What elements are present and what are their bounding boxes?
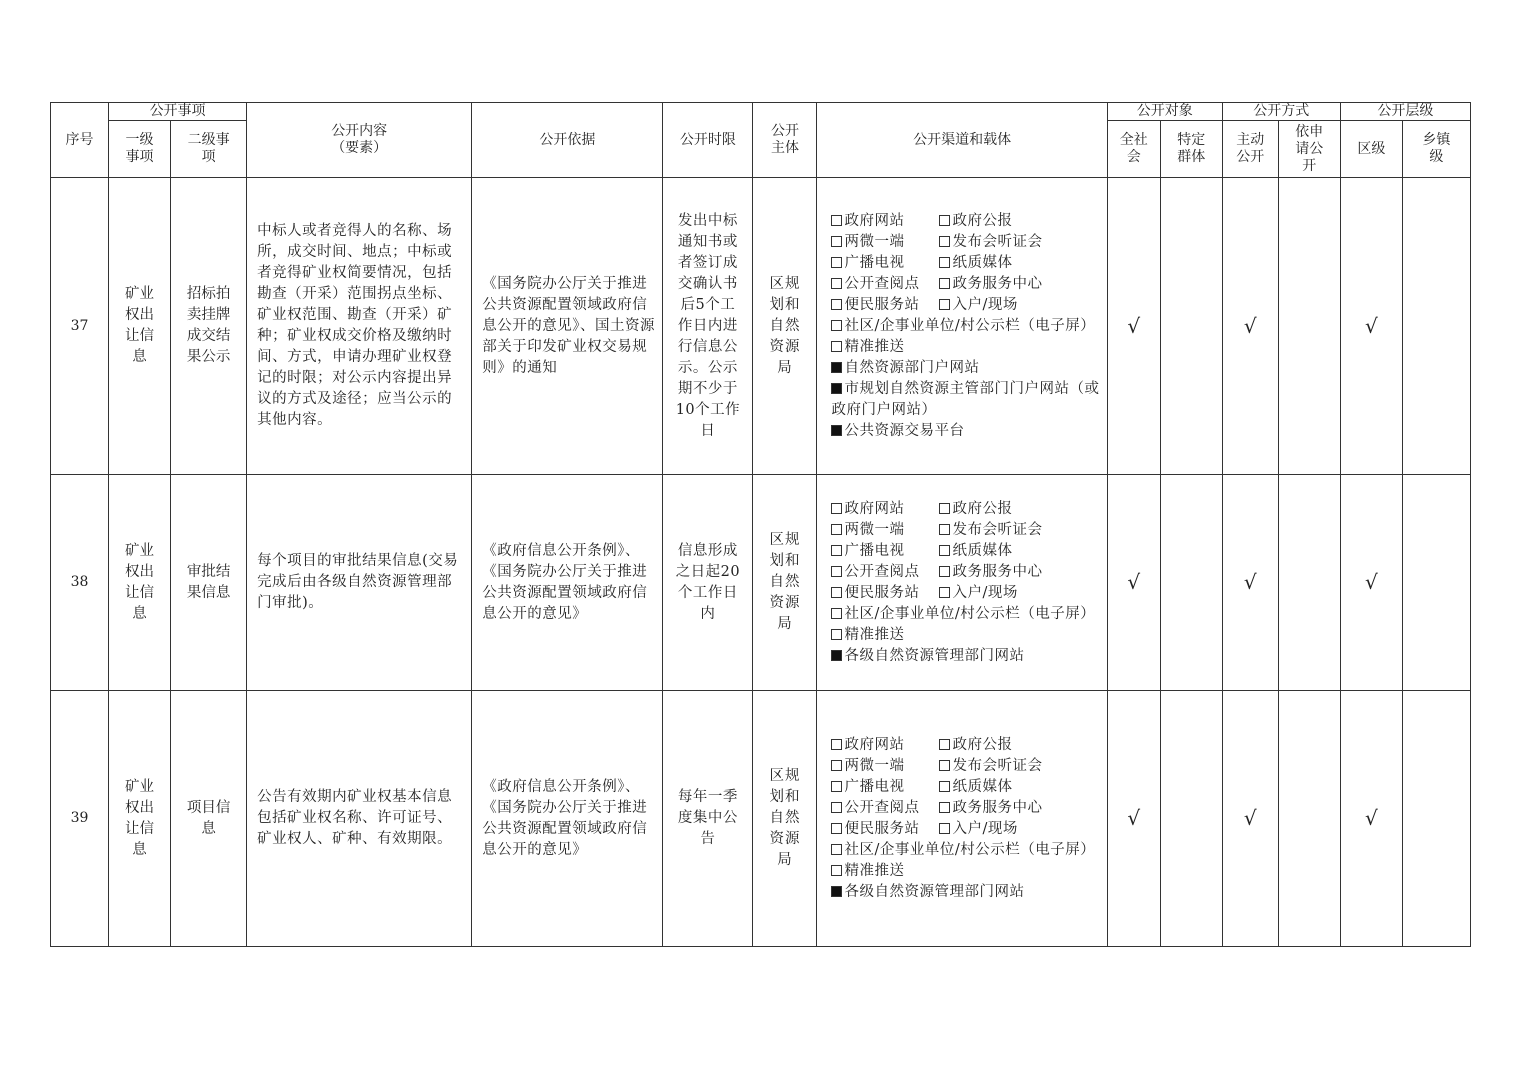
row-subject: 区规划和自然资源局 <box>753 691 817 947</box>
channel-option <box>939 541 1012 562</box>
channel-label: 公共资源交易平台 <box>844 422 965 439</box>
channel-option <box>939 253 1012 274</box>
row-level2: 项目信息 <box>171 691 247 947</box>
channel-option <box>831 541 939 562</box>
row-level1: 矿业权出让信息 <box>109 691 171 947</box>
channel-option <box>939 562 1042 583</box>
channel-option <box>939 798 1042 819</box>
header-target-specific: 特定群体 <box>1160 121 1222 178</box>
row-basis: 《政府信息公开条例》、《国务院办公厅关于推进公共资源配置领域政府信息公开的意见》 <box>472 691 663 947</box>
channel-option <box>939 735 1012 756</box>
header-method: 公开方式 <box>1222 103 1340 121</box>
channel-option <box>831 211 939 232</box>
unchecked-box-icon <box>831 566 842 577</box>
row-target-specific <box>1160 178 1222 475</box>
header-content-line1: 公开内容 <box>331 123 388 139</box>
unchecked-box-icon <box>831 278 842 289</box>
channel-line <box>831 798 1100 819</box>
unchecked-box-icon <box>939 503 950 514</box>
channel-label: 政府网站 <box>844 212 905 229</box>
channel-line <box>831 358 1100 379</box>
checked-box-icon <box>831 362 842 373</box>
channel-label: 精准推送 <box>844 862 905 879</box>
channel-label: 政府网站 <box>844 500 905 517</box>
row-method-active <box>1222 691 1278 947</box>
channel-line <box>831 625 1100 646</box>
channel-line <box>831 232 1100 253</box>
channel-label: 各级自然资源管理部门网站 <box>844 883 1025 900</box>
unchecked-box-icon <box>831 545 842 556</box>
header-level1: 一级事项 <box>109 121 171 178</box>
channel-option <box>939 819 1017 840</box>
unchecked-box-icon <box>939 215 950 226</box>
unchecked-box-icon <box>831 341 842 352</box>
channel-label: 广播电视 <box>844 254 905 271</box>
row-method-request <box>1278 178 1340 475</box>
unchecked-box-icon <box>939 802 950 813</box>
channel-option <box>939 211 1012 232</box>
header-level2: 二级事项 <box>171 121 247 178</box>
channel-line <box>831 777 1100 798</box>
unchecked-box-icon <box>831 781 842 792</box>
header-method-active: 主动公开 <box>1222 121 1278 178</box>
row-level1: 矿业权出让信息 <box>109 475 171 691</box>
row-seq: 37 <box>51 178 109 475</box>
table-row <box>51 691 1471 947</box>
check-mark-icon: √ <box>1364 313 1378 338</box>
row-level1: 矿业权出让信息 <box>109 178 171 475</box>
table-row <box>51 475 1471 691</box>
unchecked-box-icon <box>831 844 842 855</box>
channel-label: 纸质媒体 <box>952 778 1013 795</box>
channel-line <box>831 819 1100 840</box>
row-content: 公告有效期内矿业权基本信息包括矿业权名称、许可证号、矿业权人、矿种、有效期限。 <box>247 691 472 947</box>
row-level2: 审批结果信息 <box>171 475 247 691</box>
checked-box-icon <box>831 650 842 661</box>
row-target-all <box>1107 178 1160 475</box>
row-content: 每个项目的审批结果信息(交易完成后由各级自然资源管理部门审批)。 <box>247 475 472 691</box>
header-seq: 序号 <box>51 103 109 178</box>
row-level-district <box>1340 475 1402 691</box>
row-method-request <box>1278 475 1340 691</box>
channel-line <box>831 756 1100 777</box>
channel-line <box>831 274 1100 295</box>
header-content-line2: （要素） <box>331 140 388 156</box>
check-mark-icon: √ <box>1127 570 1141 594</box>
channel-line <box>831 337 1100 358</box>
channel-line <box>831 735 1100 756</box>
row-channels <box>817 475 1107 691</box>
row-target-specific <box>1160 691 1222 947</box>
row-basis: 《政府信息公开条例》、《国务院办公厅关于推进公共资源配置领域政府信息公开的意见》 <box>472 475 663 691</box>
row-method-active <box>1222 475 1278 691</box>
channel-label: 广播电视 <box>844 542 905 559</box>
header-level: 公开层级 <box>1340 103 1470 121</box>
check-mark-icon: √ <box>1127 313 1141 338</box>
channel-line <box>831 604 1100 625</box>
unchecked-box-icon <box>939 545 950 556</box>
row-content: 中标人或者竞得人的名称、场所，成交时间、地点；中标或者竞得矿业权简要情况，包括勘查（开采）范围拐点坐标、矿业权范围、勘查（开采）矿种；矿业权成交价格及缴纳时间、方式，申请办理矿业权登记的时限；对公示内容提出异议的方式及途径；应当公示的其他内容。 <box>247 178 472 475</box>
table-row <box>51 178 1471 475</box>
row-seq: 38 <box>51 475 109 691</box>
row-target-specific <box>1160 475 1222 691</box>
channel-label: 各级自然资源管理部门网站 <box>844 647 1025 664</box>
row-level-district <box>1340 178 1402 475</box>
unchecked-box-icon <box>939 781 950 792</box>
check-mark-icon: √ <box>1243 570 1257 594</box>
channel-option <box>831 756 939 777</box>
channel-line <box>831 295 1100 316</box>
channel-label: 市规划自然资源主管部门门户网站（或政府门户网站） <box>831 380 1100 418</box>
unchecked-box-icon <box>831 629 842 640</box>
channel-label: 公开查阅点 <box>844 563 920 580</box>
channel-label: 公开查阅点 <box>844 275 920 292</box>
channel-label: 精准推送 <box>844 626 905 643</box>
channel-option <box>939 499 1012 520</box>
channel-label: 入户/现场 <box>952 296 1018 313</box>
header-level-district: 区级 <box>1340 121 1402 178</box>
header-target-all: 全社会 <box>1107 121 1160 178</box>
channel-label: 精准推送 <box>844 338 905 355</box>
channel-option <box>939 232 1042 253</box>
channel-line <box>831 379 1100 421</box>
row-subject: 区规划和自然资源局 <box>753 178 817 475</box>
channel-line <box>831 499 1100 520</box>
channel-option <box>939 756 1042 777</box>
unchecked-box-icon <box>831 865 842 876</box>
channel-option <box>831 253 939 274</box>
channel-label: 便民服务站 <box>844 296 920 313</box>
channel-label: 政府公报 <box>952 212 1013 229</box>
unchecked-box-icon <box>939 278 950 289</box>
channel-label: 政务服务中心 <box>952 275 1043 292</box>
channel-option <box>831 735 939 756</box>
check-mark-icon: √ <box>1243 806 1257 830</box>
unchecked-box-icon <box>939 760 950 771</box>
channel-line <box>831 541 1100 562</box>
channel-line <box>831 211 1100 232</box>
channel-label: 公开查阅点 <box>844 799 920 816</box>
channel-label: 便民服务站 <box>844 584 920 601</box>
channel-option <box>831 798 939 819</box>
row-method-request <box>1278 691 1340 947</box>
disclosure-table <box>50 102 1471 947</box>
check-mark-icon: √ <box>1364 806 1378 830</box>
channel-label: 发布会听证会 <box>952 521 1043 538</box>
unchecked-box-icon <box>831 760 842 771</box>
header-content <box>247 103 472 178</box>
channel-label: 政务服务中心 <box>952 799 1043 816</box>
channel-label: 政务服务中心 <box>952 563 1043 580</box>
row-level2: 招标拍卖挂牌成交结果公示 <box>171 178 247 475</box>
check-mark-icon: √ <box>1127 806 1141 830</box>
channel-label: 纸质媒体 <box>952 542 1013 559</box>
header-row-top <box>51 103 1471 121</box>
channel-option <box>831 232 939 253</box>
unchecked-box-icon <box>939 739 950 750</box>
row-channels <box>817 178 1107 475</box>
header-level-township: 乡镇级 <box>1402 121 1470 178</box>
check-mark-icon: √ <box>1364 570 1378 594</box>
channel-line <box>831 840 1100 861</box>
channel-label: 入户/现场 <box>952 820 1018 837</box>
unchecked-box-icon <box>831 802 842 813</box>
unchecked-box-icon <box>939 257 950 268</box>
unchecked-box-icon <box>831 608 842 619</box>
channel-line <box>831 861 1100 882</box>
table-body <box>51 178 1471 947</box>
unchecked-box-icon <box>831 739 842 750</box>
channel-label: 发布会听证会 <box>952 757 1043 774</box>
channel-option <box>831 819 939 840</box>
row-time-limit: 发出中标通知书或者签订成交确认书后5个工作日内进行信息公示。公示期不少于10个工作日 <box>663 178 753 475</box>
row-level-township <box>1402 691 1470 947</box>
checked-box-icon <box>831 383 842 394</box>
channel-line <box>831 421 1100 442</box>
unchecked-box-icon <box>831 823 842 834</box>
channel-label: 社区/企事业单位/村公示栏（电子屏） <box>844 317 1096 334</box>
checked-box-icon <box>831 425 842 436</box>
channel-label: 政府公报 <box>952 500 1013 517</box>
channel-option <box>831 499 939 520</box>
channel-label: 社区/企事业单位/村公示栏（电子屏） <box>844 605 1096 622</box>
checked-box-icon <box>831 886 842 897</box>
channel-label: 纸质媒体 <box>952 254 1013 271</box>
channel-option <box>831 583 939 604</box>
channel-label: 两微一端 <box>844 521 905 538</box>
unchecked-box-icon <box>939 823 950 834</box>
channel-line <box>831 253 1100 274</box>
channel-label: 社区/企事业单位/村公示栏（电子屏） <box>844 841 1096 858</box>
channel-label: 政府网站 <box>844 736 905 753</box>
header-method-request: 依申请公开 <box>1278 121 1340 178</box>
channel-option <box>939 295 1017 316</box>
unchecked-box-icon <box>939 236 950 247</box>
row-level-township <box>1402 475 1470 691</box>
channel-option <box>831 274 939 295</box>
row-basis: 《国务院办公厅关于推进公共资源配置领域政府信息公开的意见》、国土资源部关于印发矿业权交易规则》的通知 <box>472 178 663 475</box>
channel-label: 入户/现场 <box>952 584 1018 601</box>
unchecked-box-icon <box>831 587 842 598</box>
row-time-limit: 每年一季度集中公告 <box>663 691 753 947</box>
channel-label: 两微一端 <box>844 757 905 774</box>
header-time-limit: 公开时限 <box>663 103 753 178</box>
channel-line <box>831 562 1100 583</box>
row-channels <box>817 691 1107 947</box>
unchecked-box-icon <box>831 524 842 535</box>
unchecked-box-icon <box>831 215 842 226</box>
channel-label: 政府公报 <box>952 736 1013 753</box>
channel-label: 发布会听证会 <box>952 233 1043 250</box>
channel-line <box>831 520 1100 541</box>
channel-option <box>939 777 1012 798</box>
channel-option <box>831 562 939 583</box>
header-target: 公开对象 <box>1107 103 1222 121</box>
row-target-all <box>1107 475 1160 691</box>
unchecked-box-icon <box>831 320 842 331</box>
row-time-limit: 信息形成之日起20个工作日内 <box>663 475 753 691</box>
unchecked-box-icon <box>939 524 950 535</box>
row-level-district <box>1340 691 1402 947</box>
header-public-item: 公开事项 <box>109 103 247 121</box>
row-method-active <box>1222 178 1278 475</box>
unchecked-box-icon <box>831 257 842 268</box>
channel-label: 两微一端 <box>844 233 905 250</box>
channel-option <box>939 520 1042 541</box>
unchecked-box-icon <box>831 503 842 514</box>
row-seq: 39 <box>51 691 109 947</box>
channel-option <box>831 295 939 316</box>
header-basis: 公开依据 <box>472 103 663 178</box>
unchecked-box-icon <box>831 299 842 310</box>
header-subject: 公开主体 <box>753 103 817 178</box>
channel-label: 广播电视 <box>844 778 905 795</box>
header-channels: 公开渠道和载体 <box>817 103 1107 178</box>
unchecked-box-icon <box>939 299 950 310</box>
channel-line <box>831 316 1100 337</box>
channel-option <box>939 583 1017 604</box>
row-target-all <box>1107 691 1160 947</box>
channel-option <box>831 520 939 541</box>
channel-line <box>831 646 1100 667</box>
unchecked-box-icon <box>831 236 842 247</box>
channel-label: 自然资源部门户网站 <box>844 359 980 376</box>
unchecked-box-icon <box>939 587 950 598</box>
check-mark-icon: √ <box>1243 313 1257 338</box>
channel-line <box>831 882 1100 903</box>
channel-option <box>939 274 1042 295</box>
channel-option <box>831 777 939 798</box>
unchecked-box-icon <box>939 566 950 577</box>
channel-line <box>831 583 1100 604</box>
channel-label: 便民服务站 <box>844 820 920 837</box>
row-subject: 区规划和自然资源局 <box>753 475 817 691</box>
row-level-township <box>1402 178 1470 475</box>
